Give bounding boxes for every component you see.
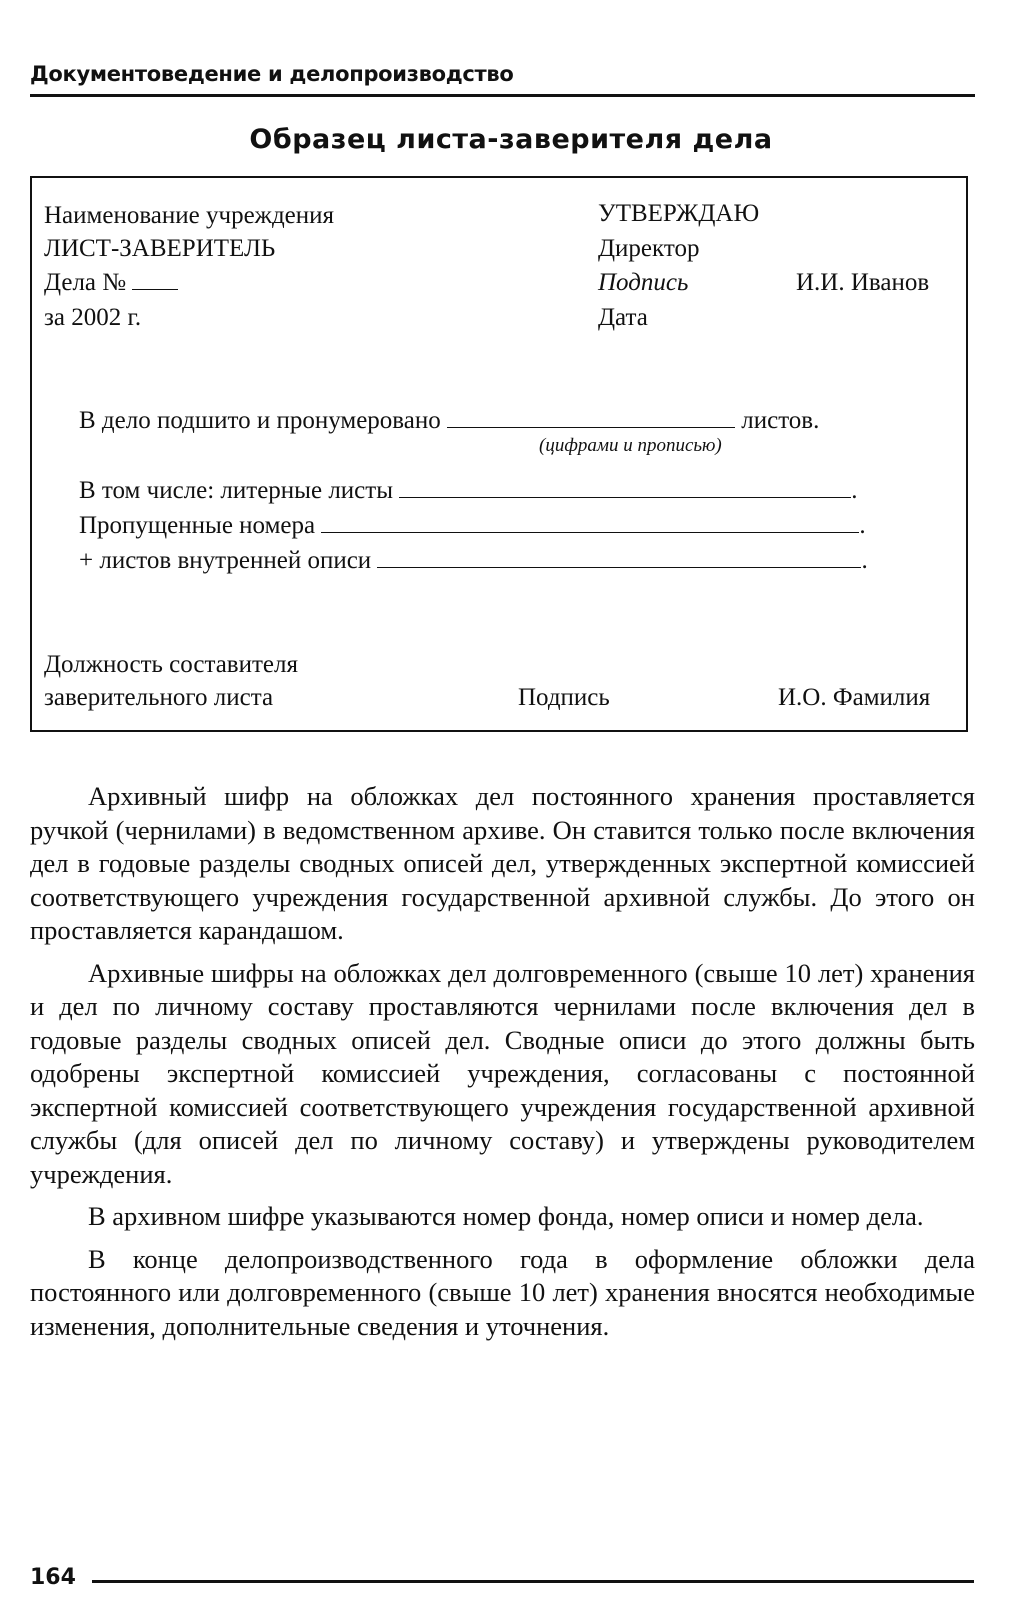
inner-inventory-row [79, 548, 868, 573]
letter-sheets-period: . [851, 477, 858, 504]
inner-inventory-blank [377, 567, 861, 568]
compiler-position-line1: Должность составителя [44, 651, 298, 678]
paragraph: Архивный шифр на обложках дел постоянного хранения проставляется ручкой (чернилами) в ведомственном архиве. Он ставится только после включения дел в годовые разделы сводных описей дел, утвержденных экспертной комиссией соответствующего учреждения государственной архивной службы. До этого он проставляется карандашом. [30, 781, 975, 945]
director-signature: Подпись [598, 269, 689, 296]
doc-type: ЛИСТ-ЗАВЕРИТЕЛЬ [44, 235, 276, 262]
filed-label: В дело подшито и пронумеровано [79, 407, 441, 434]
paragraph: Архивные шифры на обложках дел долговременного (свыше 10 лет) хранения и дел по личному составу проставляются чернилами после включения дел в годовые разделы сводных описей дел. Сводные описи до этого должны быть одобрены экспертной комиссией учреждения, согласованы с постоянной экспертной комиссией соответствующего учреждения государственной архивной службы (для описей дел по личному составу) и утверждены руководителем учреждения. [30, 957, 975, 1189]
compiler-name: И.О. Фамилия [778, 684, 931, 711]
skipped-numbers-blank [321, 532, 859, 533]
body-text [30, 780, 975, 1352]
approval-date: Дата [598, 304, 648, 331]
header-rule [30, 94, 975, 97]
running-title: Документоведение и делопроизводство [30, 62, 514, 86]
inner-inventory-period: . [861, 547, 868, 574]
institution-name: Наименование учреждения [44, 202, 335, 229]
sample-title: Образец листа-заверителя дела [249, 124, 773, 155]
approve-stamp: УТВЕРЖДАЮ [598, 200, 760, 227]
footer-rule [92, 1580, 974, 1583]
filed-blank [447, 427, 735, 428]
letter-sheets-row [79, 478, 858, 503]
certification-form [30, 176, 968, 732]
skipped-numbers-label: Пропущенные номера [79, 512, 316, 539]
page-number: 164 [30, 1565, 76, 1590]
filed-hint: (цифрами и прописью) [539, 435, 722, 456]
director-title: Директор [598, 235, 700, 262]
letter-sheets-label: В том числе: литерные листы [79, 477, 394, 504]
case-number [44, 270, 178, 295]
case-number-blank [132, 289, 178, 290]
skipped-numbers-period: . [859, 512, 866, 539]
filed-row [79, 408, 819, 433]
inner-inventory-label: + листов внутренней описи [79, 547, 372, 574]
case-year: за 2002 г. [44, 304, 142, 331]
case-number-label: Дела № [44, 269, 127, 296]
compiler-signature: Подпись [518, 684, 610, 711]
director-name: И.И. Иванов [796, 269, 930, 296]
letter-sheets-blank [399, 497, 851, 498]
compiler-position-line2: заверительного листа [44, 684, 274, 711]
filed-unit: листов. [741, 407, 820, 434]
paragraph: В конце делопроизводственного года в оформление обложки дела постоянного или долговременного (свыше 10 лет) хранения вносятся необходимые изменения, дополнительные сведения и уточнения. [30, 1243, 975, 1341]
paragraph: В архивном шифре указываются номер фонда, номер описи и номер дела. [88, 1201, 924, 1231]
skipped-numbers-row [79, 513, 866, 538]
